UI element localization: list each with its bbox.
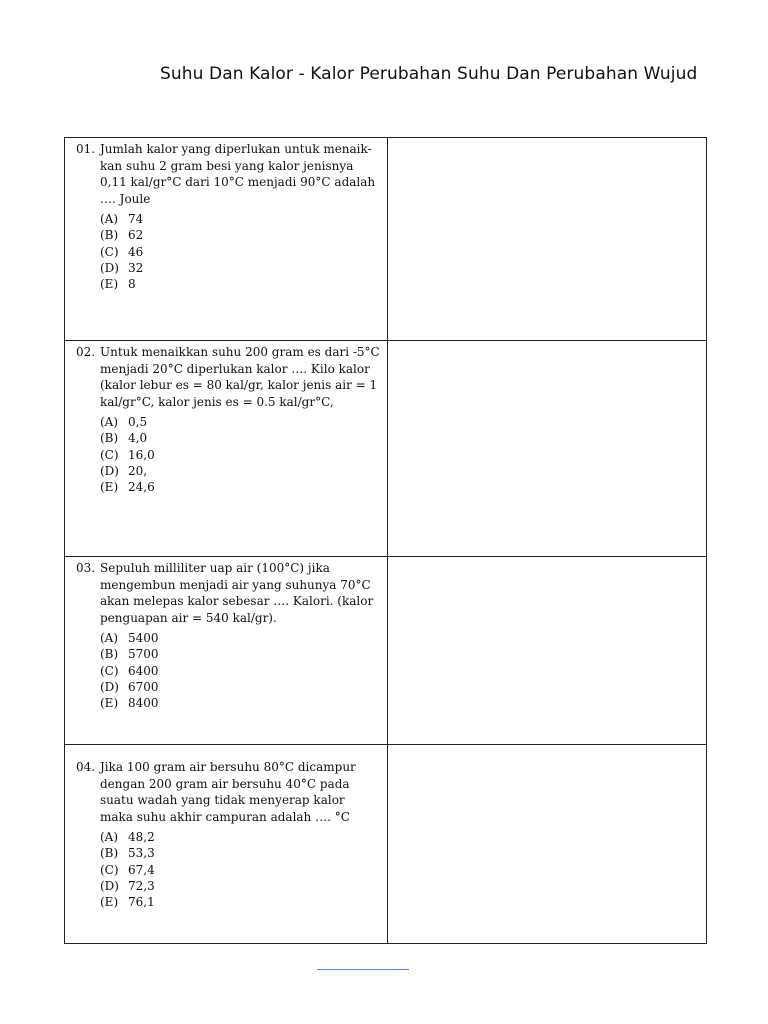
option xyxy=(100,414,387,430)
option-letter: (B) xyxy=(100,846,119,861)
option xyxy=(100,479,387,495)
option xyxy=(100,227,387,243)
option xyxy=(100,260,387,276)
question-cell xyxy=(65,745,388,944)
option-letter: (C) xyxy=(100,244,119,259)
option-letter: (C) xyxy=(100,663,119,678)
option-letter: (A) xyxy=(100,631,119,645)
option-letter: (E) xyxy=(100,895,119,910)
option-value: 48,2 xyxy=(128,830,155,844)
option-letter: (B) xyxy=(100,647,119,662)
options-list xyxy=(100,829,387,910)
option xyxy=(100,679,387,695)
option xyxy=(100,695,387,711)
option xyxy=(100,244,387,260)
option-letter: (D) xyxy=(100,878,119,893)
option xyxy=(100,646,387,662)
option-value: 72,3 xyxy=(128,878,155,893)
option-letter: (A) xyxy=(100,830,119,844)
question-cell xyxy=(65,557,388,745)
question-row xyxy=(65,745,707,944)
option-letter: (B) xyxy=(100,228,119,243)
option xyxy=(100,430,387,446)
option-value: 24,6 xyxy=(128,480,155,495)
option-value: 20, xyxy=(128,463,148,478)
page-title: Suhu Dan Kalor - Kalor Perubahan Suhu Dan Perubahan Wujud xyxy=(160,64,698,84)
question-text: Jumlah kalor yang diperlukan untuk menaik-kan suhu 2 gram besi yang kalor jenisnya 0,11 kal/gr°C dari 10°C menjadi 90°C adalah …. Joule xyxy=(100,142,376,206)
option-value: 76,1 xyxy=(128,895,155,910)
option-value: 5400 xyxy=(128,631,159,645)
option-value: 4,0 xyxy=(128,431,148,446)
option-value: 0,5 xyxy=(128,415,148,429)
option-value: 6700 xyxy=(128,679,159,694)
question-text: Jika 100 gram air bersuhu 80°C dicampur dengan 200 gram air bersuhu 40°C pada suatu wadah yang tidak menyerap kalor maka suhu akhir campuran adalah …. °C xyxy=(100,760,356,824)
options-list xyxy=(100,211,387,292)
option-value: 67,4 xyxy=(128,862,155,877)
question-row xyxy=(65,138,707,341)
option-value: 6400 xyxy=(128,663,159,678)
question-text: Sepuluh milliliter uap air (100°C) jika mengembun menjadi air yang suhunya 70°C akan melepas kalor sebesar …. Kalori. (kalor penguapan air = 540 kal/gr). xyxy=(100,561,374,625)
option-letter: (D) xyxy=(100,260,119,275)
option-value: 16,0 xyxy=(128,447,155,462)
question-cell xyxy=(65,341,388,557)
option-letter: (C) xyxy=(100,447,119,462)
option-letter: (B) xyxy=(100,431,119,446)
question-number: 01. xyxy=(76,142,96,156)
option-letter: (E) xyxy=(100,480,119,495)
option-value: 8400 xyxy=(128,696,159,711)
option-value: 5700 xyxy=(128,647,159,662)
option xyxy=(100,447,387,463)
option-letter: (A) xyxy=(100,212,119,226)
question-row xyxy=(65,557,707,745)
option-letter: (E) xyxy=(100,277,119,292)
options-list xyxy=(100,414,387,495)
answer-cell xyxy=(388,341,707,557)
option xyxy=(100,878,387,894)
option-value: 53,3 xyxy=(128,846,155,861)
option xyxy=(100,829,387,845)
option-value: 74 xyxy=(128,212,144,226)
option-value: 32 xyxy=(128,260,144,275)
option xyxy=(100,845,387,861)
answer-cell xyxy=(388,557,707,745)
option-letter: (D) xyxy=(100,463,119,478)
question-number: 03. xyxy=(76,561,96,575)
question-text: Untuk menaikkan suhu 200 gram es dari -5°C menjadi 20°C diperlukan kalor …. Kilo kalor (kalor lebur es = 80 kal/gr, kalor jenis air = 1 kal/gr°C, kalor jenis es = 0.5 kal/gr°C, xyxy=(100,345,380,409)
question-number: 04. xyxy=(76,760,96,774)
questions-table xyxy=(64,137,707,944)
question-number: 02. xyxy=(76,345,96,359)
answer-cell xyxy=(388,745,707,944)
option xyxy=(100,630,387,646)
options-list xyxy=(100,630,387,711)
option-value: 62 xyxy=(128,228,144,243)
option-letter: (E) xyxy=(100,696,119,711)
question-row xyxy=(65,341,707,557)
option-value: 46 xyxy=(128,244,144,259)
option-letter: (D) xyxy=(100,679,119,694)
question-cell xyxy=(65,138,388,341)
option xyxy=(100,862,387,878)
option-value: 8 xyxy=(128,277,136,292)
option xyxy=(100,894,387,910)
option xyxy=(100,211,387,227)
option xyxy=(100,276,387,292)
option-letter: (A) xyxy=(100,415,119,429)
option-letter: (C) xyxy=(100,862,119,877)
option xyxy=(100,463,387,479)
footer-link-underline[interactable] xyxy=(317,969,409,970)
option xyxy=(100,663,387,679)
answer-cell xyxy=(388,138,707,341)
